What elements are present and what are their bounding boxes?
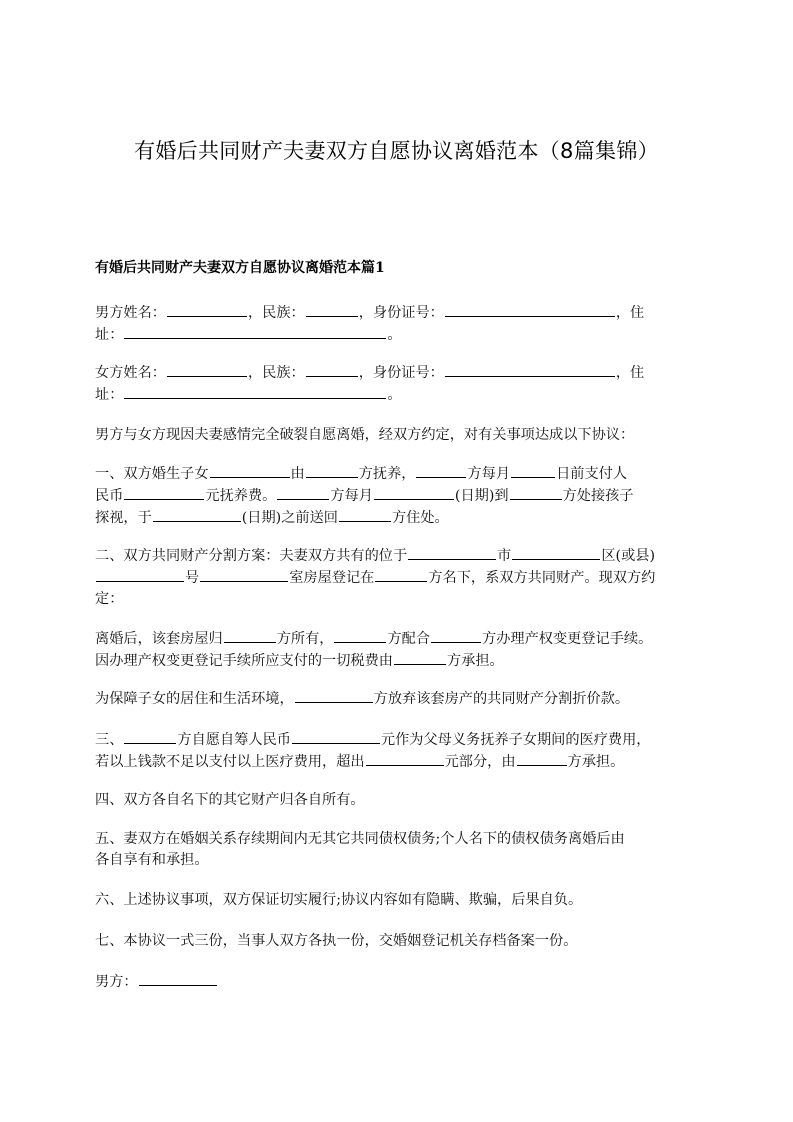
male-signature-label: 男方： — [95, 974, 138, 990]
clause3-text: 方自愿自筹人民币 — [177, 732, 291, 748]
blank — [334, 628, 386, 643]
clause-4-paragraph: 四、双方各自名下的其它财产归各自所有。 — [95, 792, 365, 808]
clause2b-text: 离婚后，该套房屋归 — [95, 631, 223, 647]
clause1-text: 方抚养， — [358, 466, 416, 482]
clause5-line-1: 五、妻双方在婚姻关系存续期间内无其它共同债权债务;个人名下的债权债务离婚后由 — [95, 831, 625, 847]
clause1-text: (日期)到 — [454, 488, 509, 504]
blank — [96, 567, 184, 582]
clause-3-paragraph — [95, 729, 700, 773]
blank — [511, 463, 555, 478]
blank — [153, 507, 241, 522]
section-heading: 有婚后共同财产夫妻双方自愿协议离婚范本篇1 — [95, 260, 385, 276]
clause-2b-paragraph — [95, 628, 700, 672]
female-id-blank — [445, 362, 615, 377]
intro-paragraph: 男方与女方现因夫妻感情完全破裂自愿离婚，经双方约定，对有关事项达成以下协议： — [95, 427, 635, 443]
clause1-text: 元抚养费。 — [205, 488, 277, 504]
female-name-blank — [167, 362, 247, 377]
clause2b-text: 方所有， — [276, 631, 334, 647]
male-name-blank — [167, 302, 247, 317]
female-name-label: 女方姓名： — [95, 365, 166, 381]
female-address-blank — [124, 384, 386, 399]
clause1-text: 方住处。 — [391, 510, 449, 526]
blank — [366, 751, 444, 766]
blank — [292, 729, 380, 744]
clause2b-text: 方承担。 — [446, 653, 504, 669]
male-name-label: 男方姓名： — [95, 305, 166, 321]
clause-6-paragraph: 六、上述协议事项，双方保证切实履行;协议内容如有隐瞒、欺骗，后果自负。 — [95, 892, 583, 908]
clause1-text: 由 — [290, 466, 305, 482]
blank — [517, 751, 567, 766]
male-ethnic-label: ，民族： — [247, 305, 305, 321]
clause2-text: 区(或县) — [601, 548, 655, 564]
clause3-text: 三、 — [95, 732, 124, 748]
blank — [416, 463, 466, 478]
female-id-label: ，身份证号： — [358, 365, 444, 381]
clause2b-text: 因办理产权变更登记手续所应支付的一切税费由 — [95, 653, 393, 669]
clause3-text: 元作为父母义务抚养子女期间的医疗费用， — [380, 732, 651, 748]
blank — [306, 463, 358, 478]
male-signature-blank — [139, 971, 217, 986]
clause2-text: 定： — [95, 591, 124, 607]
clause3-text: 若以上钱款不足以支付以上医疗费用，超出 — [95, 754, 365, 770]
male-id-blank — [445, 302, 615, 317]
clause2c-text: 为保障子女的居住和生活环境， — [95, 691, 294, 707]
male-addr-label-cont: 址： — [95, 327, 124, 343]
female-end-punct: 。 — [387, 387, 402, 403]
female-addr-label-cont: 址： — [95, 387, 124, 403]
blank — [210, 463, 290, 478]
female-addr-label: ，住 — [615, 365, 645, 381]
clause1-text: 方处接孩子 — [562, 488, 634, 504]
clause3-text: 元部分，由 — [444, 754, 516, 770]
male-ethnic-blank — [306, 302, 358, 317]
male-id-label: ，身份证号： — [358, 305, 444, 321]
blank — [510, 485, 562, 500]
clause-2c-paragraph — [95, 688, 700, 710]
blank — [374, 485, 454, 500]
clause-7-paragraph: 七、本协议一式三份，当事人双方各执一份，交婚姻登记机关存档备案一份。 — [95, 933, 578, 949]
clause1-text: 一、双方婚生子女 — [95, 466, 209, 482]
male-signature-line — [95, 971, 700, 993]
male-addr-label: ，住 — [615, 305, 645, 321]
document-title: 有婚后共同财产夫妻双方自愿协议离婚范本（8篇集锦） — [134, 139, 659, 163]
blank — [408, 545, 496, 560]
blank — [224, 628, 276, 643]
clause-1-paragraph — [95, 463, 700, 529]
male-info-paragraph — [95, 302, 700, 346]
clause2-text: 二、双方共同财产分割方案：夫妻双方共有的位于 — [95, 548, 408, 564]
blank — [512, 545, 600, 560]
clause2-text: 号 — [185, 570, 200, 586]
blank — [339, 507, 391, 522]
blank — [295, 688, 373, 703]
clause1-text: 方每月 — [467, 466, 511, 482]
clause2-text: 市 — [497, 548, 512, 564]
clause1-text: 日前支付人 — [556, 466, 628, 482]
blank — [200, 567, 288, 582]
clause1-text: 民币 — [95, 488, 124, 504]
blank — [124, 485, 204, 500]
blank — [375, 567, 427, 582]
blank — [277, 485, 329, 500]
clause2c-text: 方放弃该套房产的共同财产分割折价款。 — [373, 691, 630, 707]
female-ethnic-label: ，民族： — [247, 365, 305, 381]
clause2-text: 方名下，系双方共同财产。现双方约 — [428, 570, 656, 586]
clause-5-paragraph — [95, 829, 700, 871]
clause2b-text: 方配合 — [387, 631, 431, 647]
clause2-text: 室房屋登记在 — [289, 570, 375, 586]
blank — [124, 729, 176, 744]
clause1-text: (日期)之前送回 — [241, 510, 338, 526]
clause1-text: 探视，于 — [95, 510, 152, 526]
female-info-paragraph — [95, 362, 700, 406]
clause5-line-2: 各自享有和承担。 — [95, 852, 209, 868]
blank — [431, 628, 481, 643]
male-end-punct: 。 — [387, 327, 402, 343]
blank — [394, 650, 446, 665]
clause2b-text: 方办理产权变更登记手续。 — [482, 631, 653, 647]
clause-2-paragraph — [95, 545, 700, 610]
female-ethnic-blank — [306, 362, 358, 377]
male-address-blank — [124, 324, 386, 339]
clause1-text: 方每月 — [330, 488, 373, 504]
clause3-text: 方承担。 — [567, 754, 625, 770]
